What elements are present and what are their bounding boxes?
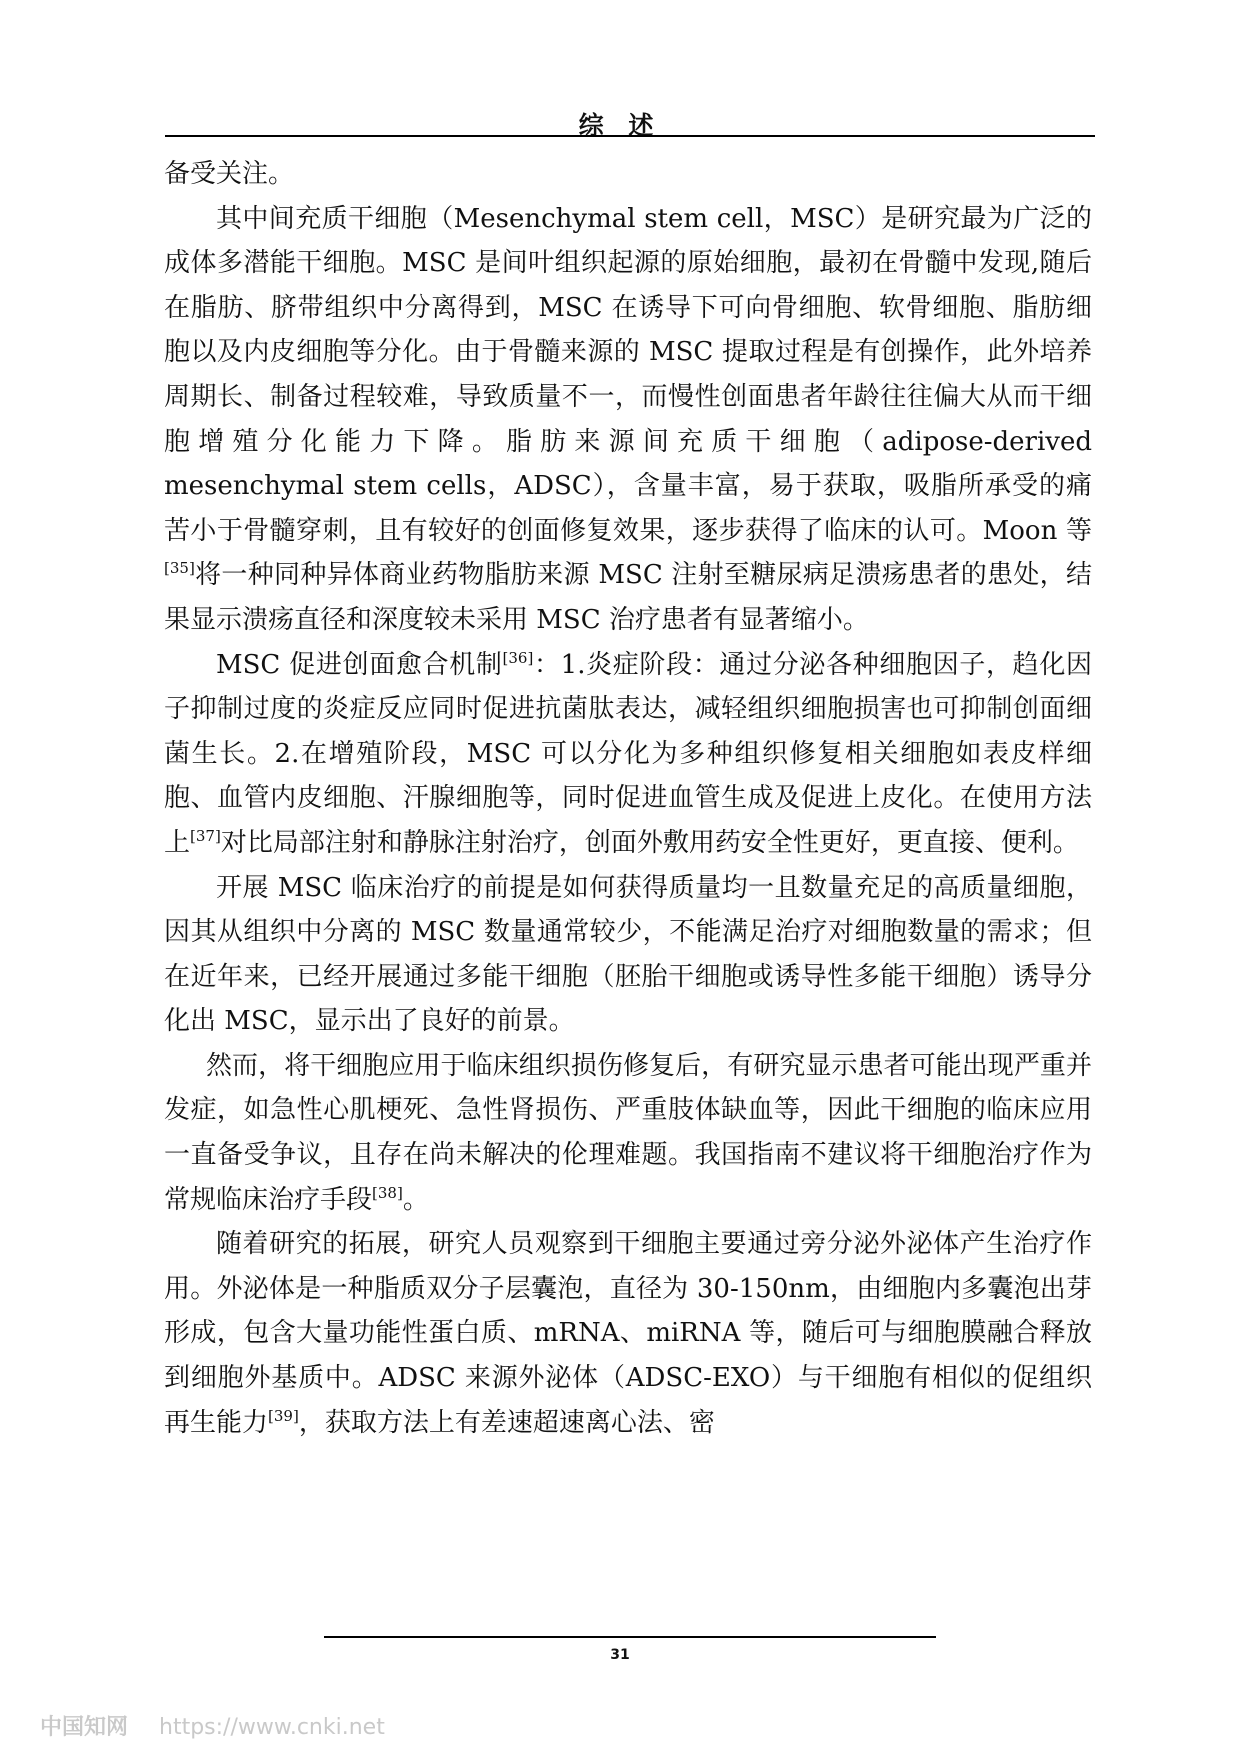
paragraph-text: 然而，将干细胞应用于临床组织损伤修复后，有研究显示患者可能出现严重并发症，如急性心肌梗死、急性肾损伤、严重肢体缺血等，因此干细胞的临床应用一直备受争议，且存在尚未解决的伦理难题。我国指南不建议将干细胞治疗作为常规临床治疗手段 — [164, 1050, 1092, 1215]
cnki-watermark — [40, 1710, 385, 1741]
watermark-url: https://www.cnki.net — [159, 1715, 385, 1740]
paragraph-text: 开展 MSC 临床治疗的前提是如何获得质量均一且数量充足的高质量细胞，因其从组织中分离的 MSC 数量通常较少，不能满足治疗对细胞数量的需求；但在近年来，已经开展通过多能干细胞（胚胎干细胞或诱导性多能干细胞）诱导分化出 MSC，显示出了良好的前景。 — [164, 872, 1092, 1037]
citation-39: [39] — [268, 1406, 299, 1425]
footer-rule — [324, 1636, 936, 1638]
paragraph-text: 。 — [402, 1184, 429, 1215]
page-number: 31 — [610, 1647, 630, 1663]
paragraph-exosomes — [164, 1222, 1092, 1445]
paragraph-msc-mechanism — [164, 643, 1092, 866]
paragraph-text: 随着研究的拓展，研究人员观察到干细胞主要通过旁分泌外泌体产生治疗作用。外泌体是一种脂质双分子层囊泡，直径为 30-150nm，由细胞内多囊泡出芽形成，包含大量功能性蛋白质、mRNA、miRNA 等，随后可与细胞膜融合释放到细胞外基质中。ADSC 来源外泌体（ADSC-EXO）与干细胞有相似的促组织再生能力 — [164, 1229, 1092, 1438]
paragraph-text: 将一种同种异体商业药物脂肪来源 MSC 注射至糖尿病足溃疡患者的患处，结果显示溃疡直径和深度较未采用 MSC 治疗患者有显著缩小。 — [164, 560, 1092, 635]
paragraph-controversy — [164, 1044, 1092, 1222]
paragraph-text: MSC 促进创面愈合机制 — [216, 649, 503, 680]
paragraph-msc-intro — [164, 197, 1092, 643]
paragraph-text: ：1.炎症阶段：通过分泌各种细胞因子，趋化因子抑制过度的炎症反应同时促进抗菌肽表达，减轻组织细胞损害也可抑制创面细菌生长。2.在增殖阶段，MSC 可以分化为多种组织修复相关细胞如表皮样细胞、血管内皮细胞、汗腺细胞等，同时促进血管生成及促进上皮化。在使用方法上 — [164, 649, 1092, 858]
citation-35: [35] — [164, 559, 195, 578]
paragraph-text: 其中间充质干细胞（Mesenchymal stem cell，MSC）是研究最为广泛的成体多潜能干细胞。MSC 是间叶组织起源的原始细胞，最初在骨髓中发现,随后在脂肪、脐带组织中分离得到，MSC 在诱导下可向骨细胞、软骨细胞、脂肪细胞以及内皮细胞等分化。由于骨髓来源的 MSC 提取过程是有创操作，此外培养周期长、制备过程较难，导致质量不一，而慢性创面患者年龄往往偏大从而干细胞增殖分化能力下降。脂肪来源间充质干细胞（adipose-derived mesenchymal stem cells，ADSC），含量丰富，易于获取，吸脂所承受的痛苦小于骨髓穿刺，且有较好的创面修复效果，逐步获得了临床的认可。Moon 等 — [164, 203, 1092, 546]
paragraph-text: 备受关注。 — [164, 159, 295, 189]
header-rule — [165, 135, 1095, 137]
paragraph-msc-clinical — [164, 866, 1092, 1044]
citation-37: [37] — [190, 826, 221, 845]
watermark-logo: 中国知网 — [40, 1715, 129, 1740]
citation-36: [36] — [502, 648, 534, 667]
citation-38: [38] — [372, 1183, 403, 1202]
paragraph-text: 对比局部注射和静脉注射治疗，创面外敷用药安全性更好，更直接、便利。 — [220, 827, 1079, 858]
body-text — [164, 152, 1092, 1445]
paragraph-continued — [164, 152, 1092, 197]
paragraph-text: ，获取方法上有差速超速离心法、密 — [298, 1407, 715, 1438]
running-header-title: 综 述 — [578, 111, 662, 140]
